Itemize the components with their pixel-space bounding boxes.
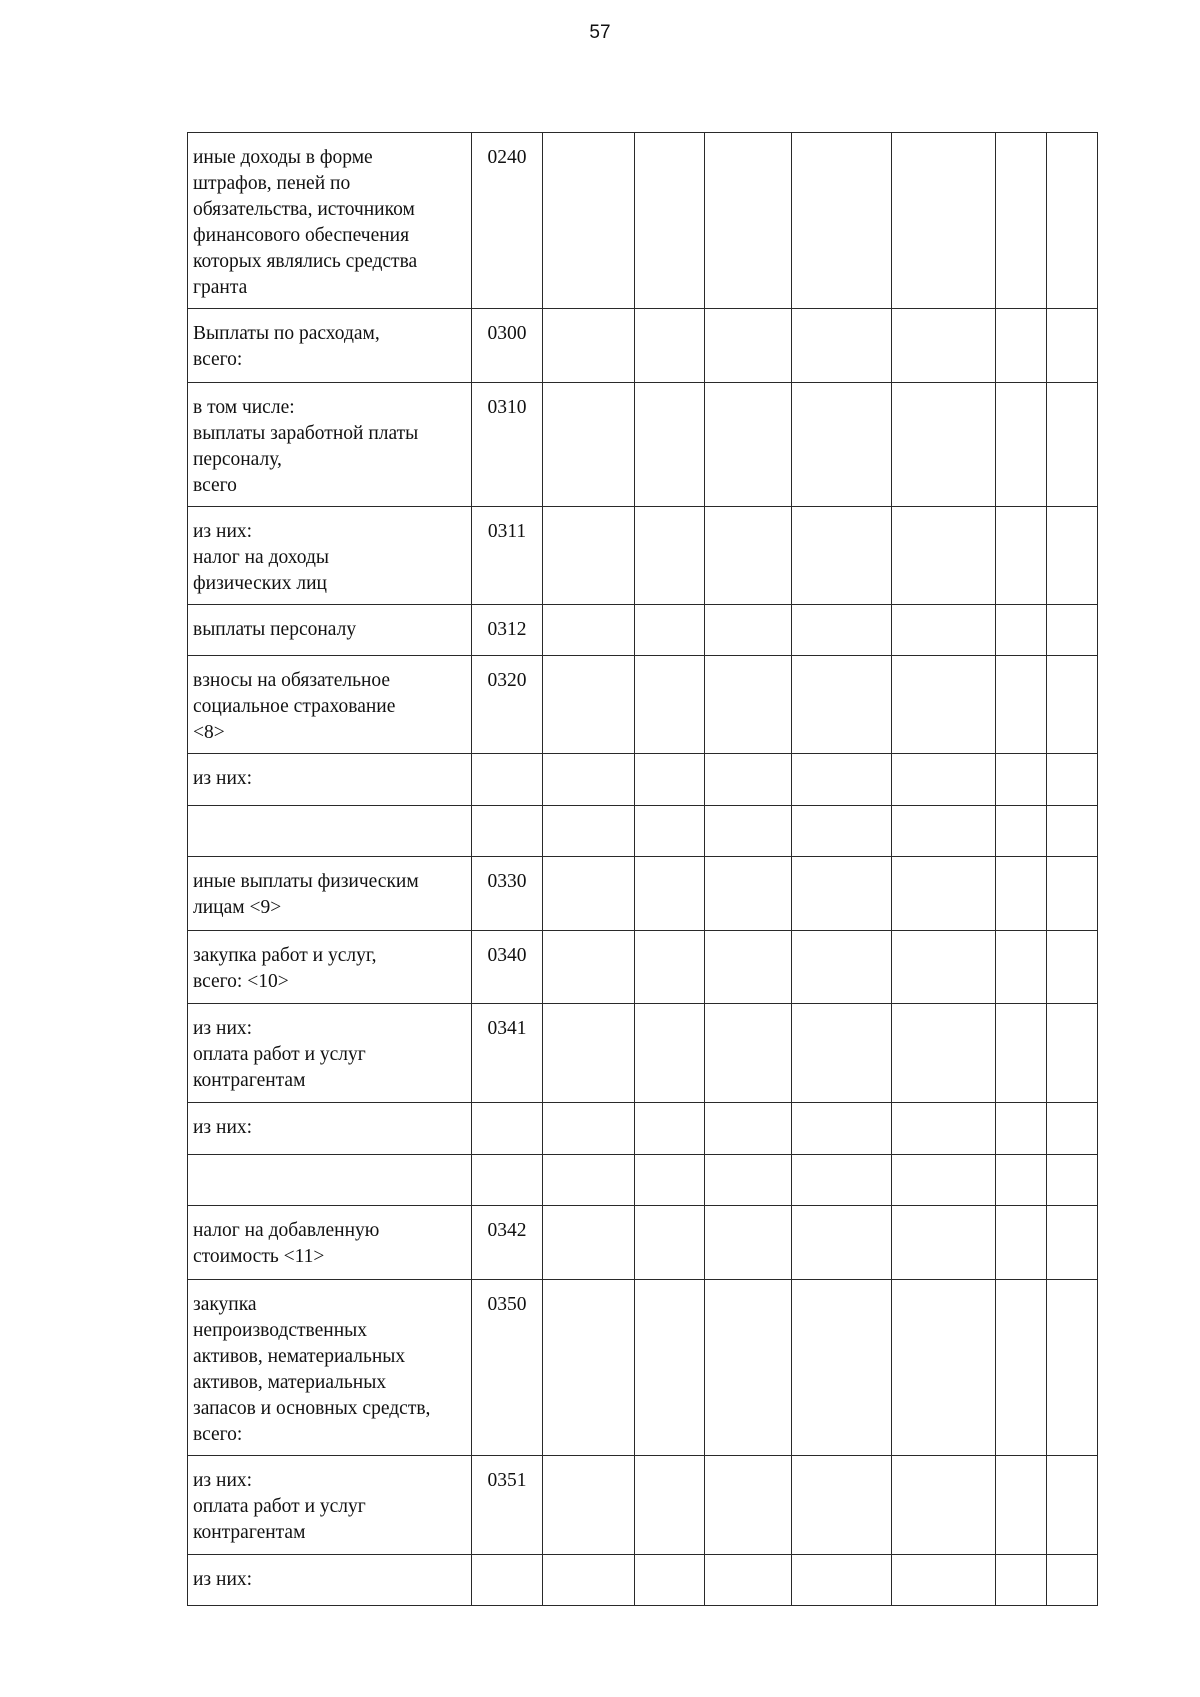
value-cell bbox=[1047, 1555, 1098, 1606]
value-cell bbox=[892, 309, 996, 383]
table-row bbox=[188, 1206, 1098, 1280]
value-cell bbox=[705, 806, 792, 857]
row-code: 0340 bbox=[472, 931, 543, 1004]
row-label: иные выплаты физическим лицам <9> bbox=[188, 857, 472, 931]
value-cell bbox=[543, 507, 635, 605]
value-cell bbox=[792, 605, 892, 656]
value-cell bbox=[892, 1280, 996, 1456]
table-row bbox=[188, 1103, 1098, 1155]
table-row bbox=[188, 383, 1098, 507]
table-row bbox=[188, 1555, 1098, 1606]
value-cell bbox=[892, 507, 996, 605]
value-cell bbox=[705, 656, 792, 754]
row-label: закупка работ и услуг, всего: <10> bbox=[188, 931, 472, 1004]
value-cell bbox=[996, 931, 1047, 1004]
row-code bbox=[472, 1555, 543, 1606]
table-row bbox=[188, 656, 1098, 754]
value-cell bbox=[792, 1280, 892, 1456]
value-cell bbox=[996, 507, 1047, 605]
value-cell bbox=[635, 133, 705, 309]
value-cell bbox=[543, 754, 635, 806]
value-cell bbox=[996, 133, 1047, 309]
value-cell bbox=[543, 857, 635, 931]
value-cell bbox=[1047, 605, 1098, 656]
table-body bbox=[188, 133, 1098, 1606]
value-cell bbox=[996, 656, 1047, 754]
value-cell bbox=[996, 1155, 1047, 1206]
row-code bbox=[472, 1155, 543, 1206]
value-cell bbox=[635, 754, 705, 806]
value-cell bbox=[892, 806, 996, 857]
row-code: 0351 bbox=[472, 1456, 543, 1555]
value-cell bbox=[635, 1155, 705, 1206]
value-cell bbox=[892, 754, 996, 806]
value-cell bbox=[705, 1206, 792, 1280]
value-cell bbox=[543, 309, 635, 383]
table-row bbox=[188, 1456, 1098, 1555]
value-cell bbox=[1047, 133, 1098, 309]
row-code: 0350 bbox=[472, 1280, 543, 1456]
value-cell bbox=[1047, 383, 1098, 507]
value-cell bbox=[1047, 806, 1098, 857]
value-cell bbox=[705, 1280, 792, 1456]
table-row bbox=[188, 1280, 1098, 1456]
row-label: из них: bbox=[188, 1103, 472, 1155]
value-cell bbox=[792, 133, 892, 309]
value-cell bbox=[705, 1103, 792, 1155]
value-cell bbox=[1047, 1004, 1098, 1103]
value-cell bbox=[792, 1103, 892, 1155]
value-cell bbox=[705, 507, 792, 605]
value-cell bbox=[892, 857, 996, 931]
value-cell bbox=[543, 133, 635, 309]
table-row bbox=[188, 133, 1098, 309]
value-cell bbox=[635, 806, 705, 857]
row-label: налог на добавленную стоимость <11> bbox=[188, 1206, 472, 1280]
row-label: из них: оплата работ и услуг контрагентам bbox=[188, 1004, 472, 1103]
value-cell bbox=[705, 1155, 792, 1206]
value-cell bbox=[1047, 507, 1098, 605]
value-cell bbox=[543, 1155, 635, 1206]
value-cell bbox=[543, 656, 635, 754]
row-label bbox=[188, 806, 472, 857]
value-cell bbox=[892, 931, 996, 1004]
value-cell bbox=[892, 656, 996, 754]
row-code: 0240 bbox=[472, 133, 543, 309]
value-cell bbox=[705, 1004, 792, 1103]
row-code: 0310 bbox=[472, 383, 543, 507]
value-cell bbox=[635, 507, 705, 605]
value-cell bbox=[543, 806, 635, 857]
value-cell bbox=[996, 383, 1047, 507]
value-cell bbox=[635, 1456, 705, 1555]
value-cell bbox=[892, 1103, 996, 1155]
value-cell bbox=[635, 605, 705, 656]
value-cell bbox=[996, 1555, 1047, 1606]
value-cell bbox=[892, 1206, 996, 1280]
row-code: 0311 bbox=[472, 507, 543, 605]
value-cell bbox=[792, 656, 892, 754]
value-cell bbox=[635, 1103, 705, 1155]
value-cell bbox=[543, 1206, 635, 1280]
value-cell bbox=[996, 1103, 1047, 1155]
value-cell bbox=[996, 806, 1047, 857]
value-cell bbox=[635, 1555, 705, 1606]
row-label: Выплаты по расходам, всего: bbox=[188, 309, 472, 383]
value-cell bbox=[1047, 1103, 1098, 1155]
row-label: из них: оплата работ и услуг контрагентам bbox=[188, 1456, 472, 1555]
value-cell bbox=[1047, 656, 1098, 754]
value-cell bbox=[635, 383, 705, 507]
value-cell bbox=[705, 133, 792, 309]
value-cell bbox=[996, 605, 1047, 656]
report-table bbox=[187, 132, 1098, 1606]
value-cell bbox=[635, 1280, 705, 1456]
table-row bbox=[188, 507, 1098, 605]
value-cell bbox=[543, 1456, 635, 1555]
value-cell bbox=[996, 857, 1047, 931]
value-cell bbox=[996, 1004, 1047, 1103]
value-cell bbox=[792, 1206, 892, 1280]
value-cell bbox=[635, 309, 705, 383]
value-cell bbox=[792, 1155, 892, 1206]
value-cell bbox=[1047, 1155, 1098, 1206]
row-label bbox=[188, 1155, 472, 1206]
value-cell bbox=[792, 857, 892, 931]
value-cell bbox=[1047, 1206, 1098, 1280]
row-label: выплаты персоналу bbox=[188, 605, 472, 656]
value-cell bbox=[996, 309, 1047, 383]
value-cell bbox=[543, 1555, 635, 1606]
value-cell bbox=[892, 605, 996, 656]
row-label: из них: налог на доходы физических лиц bbox=[188, 507, 472, 605]
table-row bbox=[188, 806, 1098, 857]
row-code bbox=[472, 806, 543, 857]
value-cell bbox=[1047, 754, 1098, 806]
value-cell bbox=[792, 507, 892, 605]
value-cell bbox=[892, 133, 996, 309]
value-cell bbox=[705, 1555, 792, 1606]
value-cell bbox=[635, 1004, 705, 1103]
value-cell bbox=[635, 931, 705, 1004]
row-label: взносы на обязательное социальное страхование <8> bbox=[188, 656, 472, 754]
row-code: 0341 bbox=[472, 1004, 543, 1103]
table-row bbox=[188, 754, 1098, 806]
value-cell bbox=[543, 383, 635, 507]
value-cell bbox=[892, 1004, 996, 1103]
value-cell bbox=[1047, 1456, 1098, 1555]
value-cell bbox=[1047, 309, 1098, 383]
table-row bbox=[188, 1155, 1098, 1206]
row-code: 0320 bbox=[472, 656, 543, 754]
value-cell bbox=[705, 857, 792, 931]
table-row bbox=[188, 1004, 1098, 1103]
row-code bbox=[472, 1103, 543, 1155]
value-cell bbox=[996, 1280, 1047, 1456]
value-cell bbox=[792, 309, 892, 383]
table-row bbox=[188, 857, 1098, 931]
value-cell bbox=[792, 931, 892, 1004]
row-code: 0330 bbox=[472, 857, 543, 931]
value-cell bbox=[792, 806, 892, 857]
value-cell bbox=[792, 1555, 892, 1606]
value-cell bbox=[705, 754, 792, 806]
row-label: иные доходы в форме штрафов, пеней по обязательства, источником финансового обеспечения которых являлись средства гранта bbox=[188, 133, 472, 309]
value-cell bbox=[792, 1004, 892, 1103]
row-code: 0312 bbox=[472, 605, 543, 656]
value-cell bbox=[543, 1103, 635, 1155]
value-cell bbox=[705, 383, 792, 507]
value-cell bbox=[892, 1555, 996, 1606]
value-cell bbox=[792, 754, 892, 806]
value-cell bbox=[892, 1456, 996, 1555]
value-cell bbox=[543, 931, 635, 1004]
row-label: закупка непроизводственных активов, нематериальных активов, материальных запасов и основных средств, всего: bbox=[188, 1280, 472, 1456]
value-cell bbox=[635, 857, 705, 931]
row-code bbox=[472, 754, 543, 806]
table-row bbox=[188, 931, 1098, 1004]
value-cell bbox=[635, 1206, 705, 1280]
value-cell bbox=[792, 383, 892, 507]
row-code: 0300 bbox=[472, 309, 543, 383]
value-cell bbox=[792, 1456, 892, 1555]
value-cell bbox=[635, 656, 705, 754]
row-label: в том числе: выплаты заработной платы персоналу, всего bbox=[188, 383, 472, 507]
table-row bbox=[188, 605, 1098, 656]
table-row bbox=[188, 309, 1098, 383]
value-cell bbox=[1047, 1280, 1098, 1456]
value-cell bbox=[705, 309, 792, 383]
value-cell bbox=[996, 1456, 1047, 1555]
value-cell bbox=[892, 1155, 996, 1206]
value-cell bbox=[543, 1280, 635, 1456]
value-cell bbox=[996, 1206, 1047, 1280]
value-cell bbox=[1047, 931, 1098, 1004]
page-number: 57 bbox=[589, 22, 611, 43]
value-cell bbox=[705, 605, 792, 656]
value-cell bbox=[705, 931, 792, 1004]
value-cell bbox=[705, 1456, 792, 1555]
value-cell bbox=[543, 605, 635, 656]
value-cell bbox=[1047, 857, 1098, 931]
value-cell bbox=[892, 383, 996, 507]
row-label: из них: bbox=[188, 1555, 472, 1606]
row-label: из них: bbox=[188, 754, 472, 806]
value-cell bbox=[543, 1004, 635, 1103]
row-code: 0342 bbox=[472, 1206, 543, 1280]
value-cell bbox=[996, 754, 1047, 806]
